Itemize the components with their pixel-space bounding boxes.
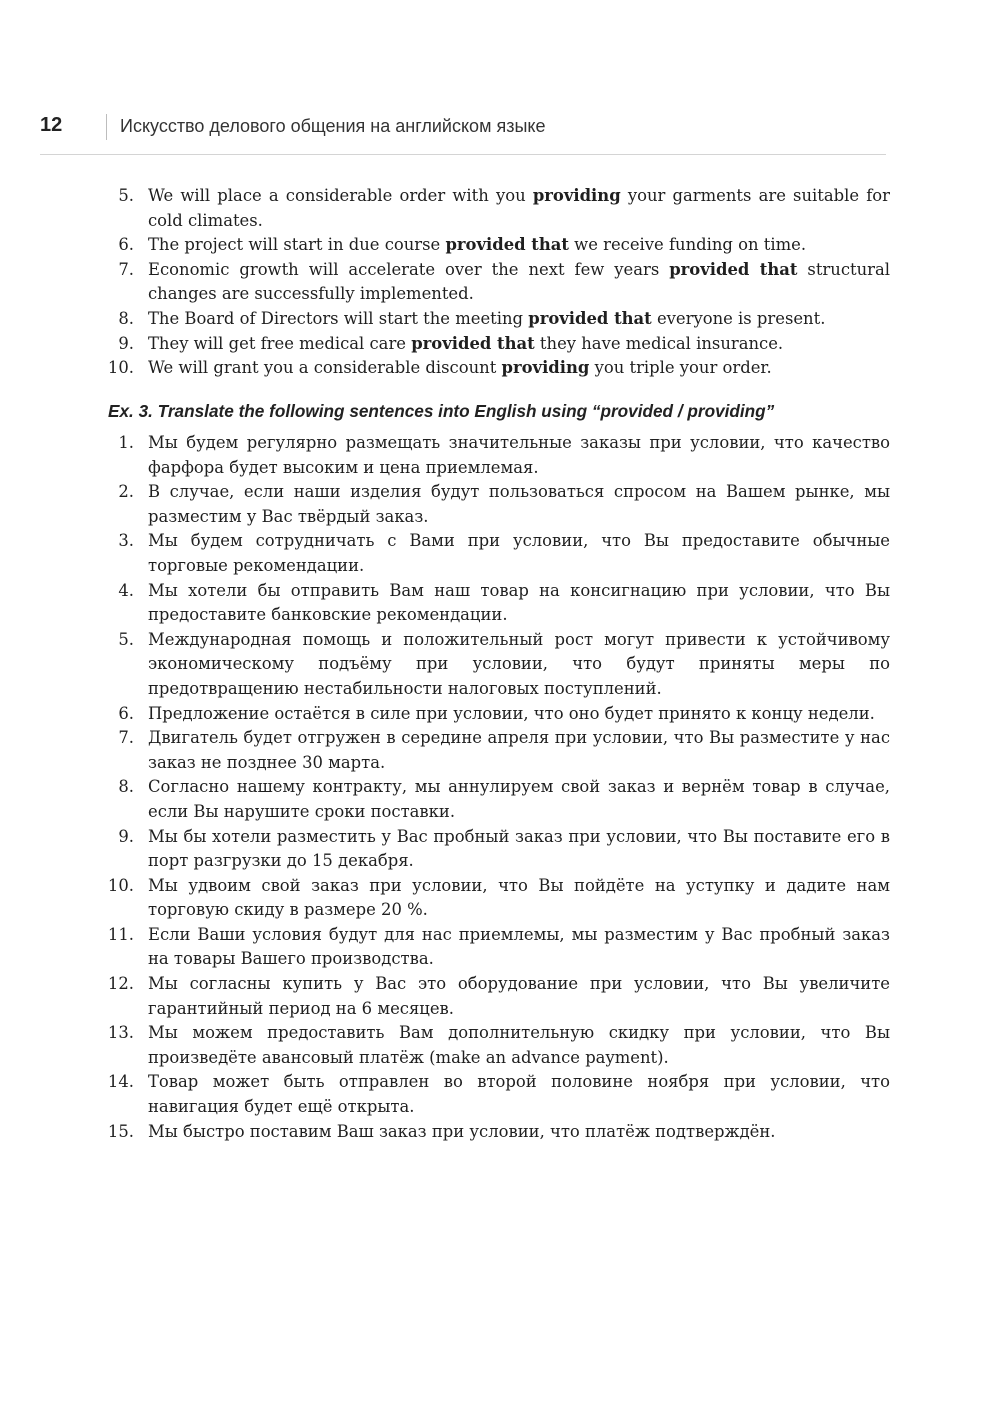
list-item: 9. They will get free medical care provided that they have medical insurance.	[100, 332, 890, 357]
item-number: 10.	[107, 875, 134, 895]
item-text: В случае, если наши изделия будут пользоваться спросом на Вашем рынке, мы разместим у Вас твёрдый заказ.	[148, 482, 890, 526]
list-item	[100, 972, 890, 1021]
list-item	[100, 923, 890, 972]
item-text: Мы удвоим свой заказ при условии, что Вы пойдёте на уступку и дадите нам торговую скиду в размере 20 %.	[148, 875, 890, 920]
item-number: 5.	[118, 186, 134, 205]
item-text: Международная помощь и положительный рост могут привести к устойчивому экономическому подъёму при условии, что будут приняты меры по предотвращению нестабильности налоговых поступлений.	[148, 629, 890, 698]
russian-sentence-list	[100, 431, 890, 1144]
item-number: 7.	[118, 728, 134, 748]
item-text: Мы можем предоставить Вам дополнительную скидку при условии, что Вы произведёте авансовый платёж (make an advance payment).	[148, 1023, 890, 1067]
list-item	[100, 874, 890, 923]
item-number: 5.	[118, 629, 134, 649]
list-item	[100, 1021, 890, 1070]
item-number: 11.	[107, 924, 134, 944]
list-item	[100, 1120, 890, 1145]
list-item	[100, 1070, 890, 1119]
item-text: Мы будем регулярно размещать значительные заказы при условии, что качество фарфора будет высоким и цена приемлемая.	[148, 433, 890, 477]
key-phrase: provided that	[411, 333, 535, 353]
list-item	[100, 579, 890, 628]
list-item: 5. We will place a considerable order with you providing your garments are suitable for cold climates.	[100, 184, 890, 233]
list-item	[100, 775, 890, 824]
list-item	[100, 726, 890, 775]
item-text: Мы бы хотели разместить у Вас пробный заказ при условии, что Вы поставите его в порт разгрузки до 15 декабря.	[148, 826, 890, 871]
header-divider	[106, 114, 107, 140]
item-number: 2.	[118, 482, 134, 502]
page-number: 12	[40, 114, 63, 136]
list-item	[100, 480, 890, 529]
item-number: 6.	[118, 235, 134, 255]
list-item: 7. Economic growth will accelerate over the next few years provided that structural changes are successfully implemented.	[100, 258, 890, 307]
list-item	[100, 529, 890, 578]
item-number: 8.	[118, 777, 134, 797]
item-text: Если Ваши условия будут для нас приемлемы, мы разместим у Вас пробный заказ на товары Вашего производства.	[148, 924, 890, 969]
item-number: 10.	[107, 358, 134, 378]
item-number: 7.	[118, 259, 134, 279]
key-phrase: providing	[532, 186, 621, 205]
item-number: 9.	[118, 826, 134, 846]
item-number: 3.	[118, 531, 134, 551]
key-phrase: provided that	[669, 259, 798, 279]
item-number: 15.	[107, 1121, 134, 1141]
item-text: Предложение остаётся в силе при условии, что оно будет принято к концу недели.	[148, 703, 875, 723]
item-text: Мы быстро поставим Ваш заказ при условии, что платёж подтверждён.	[148, 1121, 776, 1141]
item-text: Мы согласны купить у Вас это оборудование при условии, что Вы увеличите гарантийный период на 6 месяцев.	[148, 974, 890, 1018]
key-phrase: provided that	[528, 308, 652, 328]
english-sentence-list	[100, 184, 890, 381]
list-item	[100, 628, 890, 702]
key-phrase: providing	[501, 358, 590, 378]
exercise-heading: Ex. 3. Translate the following sentences into English using “provided / providing”	[108, 401, 775, 421]
item-number: 6.	[118, 703, 134, 723]
item-number: 14.	[107, 1072, 134, 1092]
item-number: 8.	[118, 308, 134, 328]
item-number: 1.	[118, 433, 134, 452]
list-item: 6. The project will start in due course provided that we receive funding on time.	[100, 233, 890, 258]
book-title: Искусство делового общения на английском языке	[120, 116, 546, 136]
item-number: 4.	[118, 580, 134, 600]
item-text: Согласно нашему контракту, мы аннулируем свой заказ и вернём товар в случае, если Вы нарушите сроки поставки.	[148, 777, 890, 821]
item-text: Товар может быть отправлен во второй половине ноября при условии, что навигация будет ещё открыта.	[148, 1072, 890, 1117]
item-text: Мы хотели бы отправить Вам наш товар на консигнацию при условии, что Вы предоставите банковские рекомендации.	[148, 580, 890, 625]
list-item	[100, 431, 890, 480]
list-item	[100, 825, 890, 874]
list-item	[100, 702, 890, 727]
item-number: 9.	[118, 333, 134, 353]
key-phrase: provided that	[445, 235, 569, 255]
list-item: 10. We will grant you a considerable discount providing you triple your order.	[100, 356, 890, 381]
item-text: Мы будем сотрудничать с Вами при условии, что Вы предоставите обычные торговые рекомендации.	[148, 531, 890, 575]
item-text: Двигатель будет отгружен в середине апреля при условии, что Вы разместите у нас заказ не позднее 30 марта.	[148, 728, 890, 772]
list-item: 8. The Board of Directors will start the meeting provided that everyone is present.	[100, 307, 890, 332]
item-number: 13.	[107, 1023, 134, 1043]
page-header	[40, 114, 886, 155]
item-number: 12.	[107, 974, 134, 994]
